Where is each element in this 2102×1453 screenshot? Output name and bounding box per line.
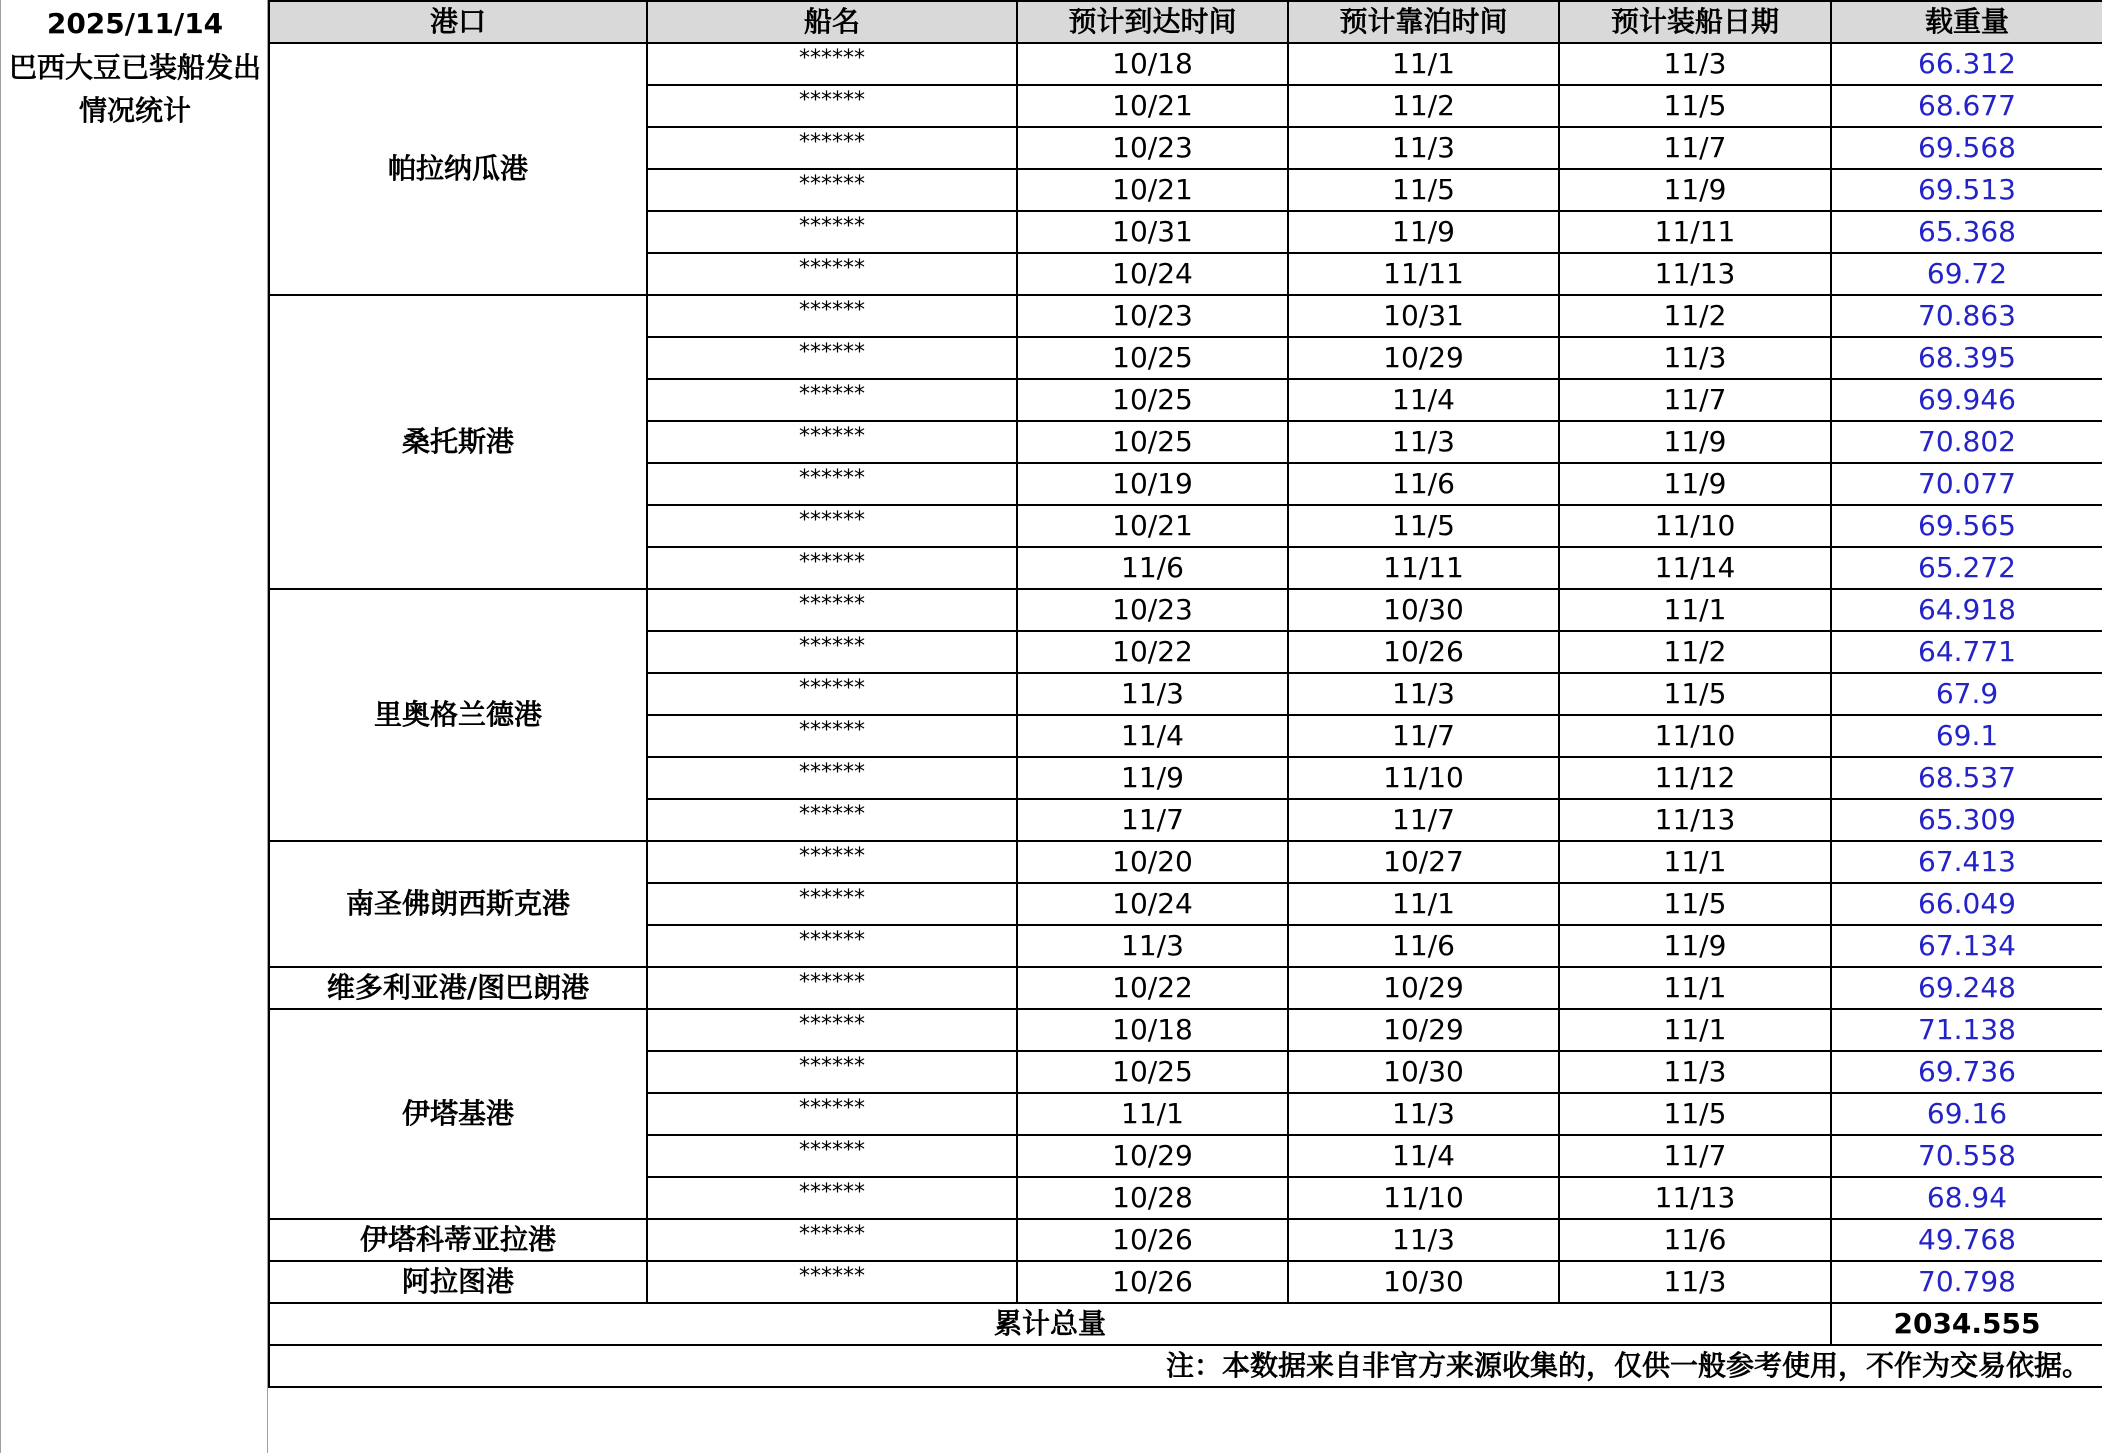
- tonnage-cell: 65.309: [1831, 799, 2102, 841]
- berth-cell: 11/11: [1288, 253, 1559, 295]
- loading-date-cell: 11/13: [1559, 1177, 1831, 1219]
- tonnage-cell: 49.768: [1831, 1219, 2102, 1261]
- port-cell: 维多利亚港/图巴朗港: [269, 967, 647, 1009]
- eta-cell: 10/23: [1017, 127, 1288, 169]
- berth-cell: 10/29: [1288, 337, 1559, 379]
- berth-cell: 11/3: [1288, 1219, 1559, 1261]
- loading-date-cell: 11/9: [1559, 169, 1831, 211]
- ship-name-cell: ******: [647, 421, 1017, 463]
- note-row: [269, 1345, 2102, 1387]
- table-body: [269, 43, 2102, 1303]
- eta-cell: 10/25: [1017, 379, 1288, 421]
- eta-cell: 11/3: [1017, 673, 1288, 715]
- loading-date-cell: 11/12: [1559, 757, 1831, 799]
- berth-cell: 10/30: [1288, 1261, 1559, 1303]
- ship-name-cell: ******: [647, 1219, 1017, 1261]
- ship-name-cell: ******: [647, 253, 1017, 295]
- eta-cell: 10/19: [1017, 463, 1288, 505]
- eta-cell: 11/7: [1017, 799, 1288, 841]
- port-cell: 桑托斯港: [269, 295, 647, 589]
- total-row: [269, 1303, 2102, 1345]
- loading-date-cell: 11/9: [1559, 463, 1831, 505]
- tonnage-cell: 66.049: [1831, 883, 2102, 925]
- berth-cell: 11/7: [1288, 715, 1559, 757]
- loading-date-cell: 11/5: [1559, 673, 1831, 715]
- ship-name-cell: ******: [647, 1261, 1017, 1303]
- loading-date-cell: 11/5: [1559, 1093, 1831, 1135]
- berth-cell: 11/10: [1288, 1177, 1559, 1219]
- loading-date-cell: 11/1: [1559, 589, 1831, 631]
- ship-name-cell: ******: [647, 841, 1017, 883]
- ship-name-cell: ******: [647, 673, 1017, 715]
- column-header-port: 港口: [269, 1, 647, 43]
- berth-cell: 10/29: [1288, 1009, 1559, 1051]
- eta-cell: 10/24: [1017, 253, 1288, 295]
- tonnage-cell: 64.918: [1831, 589, 2102, 631]
- tonnage-cell: 69.946: [1831, 379, 2102, 421]
- port-cell: 南圣佛朗西斯克港: [269, 841, 647, 967]
- eta-cell: 10/25: [1017, 421, 1288, 463]
- ship-name-cell: ******: [647, 505, 1017, 547]
- eta-cell: 10/23: [1017, 295, 1288, 337]
- berth-cell: 11/4: [1288, 379, 1559, 421]
- port-cell: 帕拉纳瓜港: [269, 43, 647, 295]
- loading-date-cell: 11/7: [1559, 379, 1831, 421]
- berth-cell: 11/11: [1288, 547, 1559, 589]
- eta-cell: 10/18: [1017, 43, 1288, 85]
- tonnage-cell: 69.1: [1831, 715, 2102, 757]
- tonnage-cell: 69.72: [1831, 253, 2102, 295]
- tonnage-cell: 66.312: [1831, 43, 2102, 85]
- ship-name-cell: ******: [647, 337, 1017, 379]
- ship-name-cell: ******: [647, 799, 1017, 841]
- eta-cell: 11/9: [1017, 757, 1288, 799]
- ship-name-cell: ******: [647, 211, 1017, 253]
- tonnage-cell: 69.248: [1831, 967, 2102, 1009]
- tonnage-cell: 67.9: [1831, 673, 2102, 715]
- berth-cell: 10/31: [1288, 295, 1559, 337]
- loading-date-cell: 11/7: [1559, 1135, 1831, 1177]
- eta-cell: 10/20: [1017, 841, 1288, 883]
- loading-date-cell: 11/7: [1559, 127, 1831, 169]
- eta-cell: 10/28: [1017, 1177, 1288, 1219]
- ship-name-cell: ******: [647, 463, 1017, 505]
- berth-cell: 10/30: [1288, 589, 1559, 631]
- tonnage-cell: 67.413: [1831, 841, 2102, 883]
- tonnage-cell: 70.863: [1831, 295, 2102, 337]
- loading-date-cell: 11/1: [1559, 841, 1831, 883]
- table-row: [269, 43, 2102, 85]
- berth-cell: 11/3: [1288, 673, 1559, 715]
- tonnage-cell: 69.568: [1831, 127, 2102, 169]
- eta-cell: 10/26: [1017, 1261, 1288, 1303]
- port-cell: 阿拉图港: [269, 1261, 647, 1303]
- eta-cell: 10/23: [1017, 589, 1288, 631]
- tonnage-cell: 69.16: [1831, 1093, 2102, 1135]
- eta-cell: 10/29: [1017, 1135, 1288, 1177]
- berth-cell: 11/10: [1288, 757, 1559, 799]
- table-row: [269, 1261, 2102, 1303]
- berth-cell: 11/9: [1288, 211, 1559, 253]
- tonnage-cell: 65.368: [1831, 211, 2102, 253]
- port-cell: 伊塔基港: [269, 1009, 647, 1219]
- tonnage-cell: 68.677: [1831, 85, 2102, 127]
- berth-cell: 11/5: [1288, 169, 1559, 211]
- eta-cell: 10/22: [1017, 631, 1288, 673]
- side-panel: [0, 0, 268, 1453]
- loading-date-cell: 11/14: [1559, 547, 1831, 589]
- loading-date-cell: 11/1: [1559, 1009, 1831, 1051]
- ship-name-cell: ******: [647, 169, 1017, 211]
- tonnage-cell: 65.272: [1831, 547, 2102, 589]
- port-cell: 伊塔科蒂亚拉港: [269, 1219, 647, 1261]
- berth-cell: 11/1: [1288, 43, 1559, 85]
- ship-name-cell: ******: [647, 1009, 1017, 1051]
- ship-name-cell: ******: [647, 85, 1017, 127]
- eta-cell: 11/1: [1017, 1093, 1288, 1135]
- berth-cell: 11/1: [1288, 883, 1559, 925]
- eta-cell: 10/21: [1017, 169, 1288, 211]
- loading-date-cell: 11/11: [1559, 211, 1831, 253]
- berth-cell: 11/3: [1288, 421, 1559, 463]
- disclaimer-note: 注：本数据来自非官方来源收集的，仅供一般参考使用，不作为交易依据。: [269, 1345, 2102, 1387]
- loading-date-cell: 11/2: [1559, 631, 1831, 673]
- tonnage-cell: 70.558: [1831, 1135, 2102, 1177]
- ship-name-cell: ******: [647, 589, 1017, 631]
- ship-name-cell: ******: [647, 379, 1017, 421]
- loading-date-cell: 11/13: [1559, 799, 1831, 841]
- report-title: 巴西大豆已装船发出情况统计: [8, 51, 261, 127]
- tonnage-cell: 70.077: [1831, 463, 2102, 505]
- tonnage-cell: 69.736: [1831, 1051, 2102, 1093]
- berth-cell: 11/2: [1288, 85, 1559, 127]
- column-header-loading: 预计装船日期: [1559, 1, 1831, 43]
- eta-cell: 10/21: [1017, 85, 1288, 127]
- berth-cell: 11/6: [1288, 925, 1559, 967]
- total-value: 2034.555: [1831, 1303, 2102, 1345]
- table-row: [269, 967, 2102, 1009]
- berth-cell: 11/3: [1288, 1093, 1559, 1135]
- loading-date-cell: 11/3: [1559, 1051, 1831, 1093]
- table-row: [269, 1219, 2102, 1261]
- eta-cell: 11/6: [1017, 547, 1288, 589]
- tonnage-cell: 71.138: [1831, 1009, 2102, 1051]
- table-row: [269, 295, 2102, 337]
- ship-name-cell: ******: [647, 757, 1017, 799]
- header-row: [269, 1, 2102, 43]
- loading-date-cell: 11/10: [1559, 715, 1831, 757]
- tonnage-cell: 68.537: [1831, 757, 2102, 799]
- ship-name-cell: ******: [647, 295, 1017, 337]
- ship-name-cell: ******: [647, 1051, 1017, 1093]
- total-label: 累计总量: [269, 1303, 1831, 1345]
- ship-name-cell: ******: [647, 1177, 1017, 1219]
- loading-date-cell: 11/1: [1559, 967, 1831, 1009]
- loading-date-cell: 11/3: [1559, 337, 1831, 379]
- berth-cell: 11/5: [1288, 505, 1559, 547]
- eta-cell: 10/22: [1017, 967, 1288, 1009]
- tonnage-cell: 64.771: [1831, 631, 2102, 673]
- berth-cell: 11/6: [1288, 463, 1559, 505]
- tonnage-cell: 69.565: [1831, 505, 2102, 547]
- eta-cell: 10/25: [1017, 337, 1288, 379]
- berth-cell: 10/27: [1288, 841, 1559, 883]
- eta-cell: 10/18: [1017, 1009, 1288, 1051]
- eta-cell: 10/26: [1017, 1219, 1288, 1261]
- column-header-tonnage: 载重量: [1831, 1, 2102, 43]
- loading-date-cell: 11/5: [1559, 85, 1831, 127]
- tonnage-cell: 69.513: [1831, 169, 2102, 211]
- loading-date-cell: 11/9: [1559, 925, 1831, 967]
- table-row: [269, 841, 2102, 883]
- eta-cell: 10/25: [1017, 1051, 1288, 1093]
- loading-date-cell: 11/13: [1559, 253, 1831, 295]
- ship-name-cell: ******: [647, 43, 1017, 85]
- column-header-ship: 船名: [647, 1, 1017, 43]
- column-header-eta: 预计到达时间: [1017, 1, 1288, 43]
- berth-cell: 11/3: [1288, 127, 1559, 169]
- ship-name-cell: ******: [647, 127, 1017, 169]
- tonnage-cell: 70.802: [1831, 421, 2102, 463]
- loading-date-cell: 11/6: [1559, 1219, 1831, 1261]
- report-date: 2025/11/14: [46, 7, 224, 40]
- eta-cell: 10/21: [1017, 505, 1288, 547]
- berth-cell: 10/30: [1288, 1051, 1559, 1093]
- column-header-berth: 预计靠泊时间: [1288, 1, 1559, 43]
- ship-name-cell: ******: [647, 967, 1017, 1009]
- tonnage-cell: 68.94: [1831, 1177, 2102, 1219]
- ship-name-cell: ******: [647, 883, 1017, 925]
- berth-cell: 11/7: [1288, 799, 1559, 841]
- tonnage-cell: 68.395: [1831, 337, 2102, 379]
- loading-date-cell: 11/5: [1559, 883, 1831, 925]
- table-row: [269, 589, 2102, 631]
- table-row: [269, 1009, 2102, 1051]
- loading-date-cell: 11/3: [1559, 43, 1831, 85]
- loading-date-cell: 11/10: [1559, 505, 1831, 547]
- ship-name-cell: ******: [647, 547, 1017, 589]
- loading-date-cell: 11/3: [1559, 1261, 1831, 1303]
- ship-name-cell: ******: [647, 631, 1017, 673]
- ship-name-cell: ******: [647, 925, 1017, 967]
- ship-name-cell: ******: [647, 1135, 1017, 1177]
- loading-date-cell: 11/2: [1559, 295, 1831, 337]
- tonnage-cell: 67.134: [1831, 925, 2102, 967]
- eta-cell: 10/24: [1017, 883, 1288, 925]
- berth-cell: 10/26: [1288, 631, 1559, 673]
- berth-cell: 11/4: [1288, 1135, 1559, 1177]
- berth-cell: 10/29: [1288, 967, 1559, 1009]
- tonnage-cell: 70.798: [1831, 1261, 2102, 1303]
- loading-date-cell: 11/9: [1559, 421, 1831, 463]
- ship-name-cell: ******: [647, 715, 1017, 757]
- eta-cell: 11/3: [1017, 925, 1288, 967]
- eta-cell: 11/4: [1017, 715, 1288, 757]
- port-cell: 里奥格兰德港: [269, 589, 647, 841]
- ship-name-cell: ******: [647, 1093, 1017, 1135]
- eta-cell: 10/31: [1017, 211, 1288, 253]
- shipment-table: [268, 0, 2102, 1388]
